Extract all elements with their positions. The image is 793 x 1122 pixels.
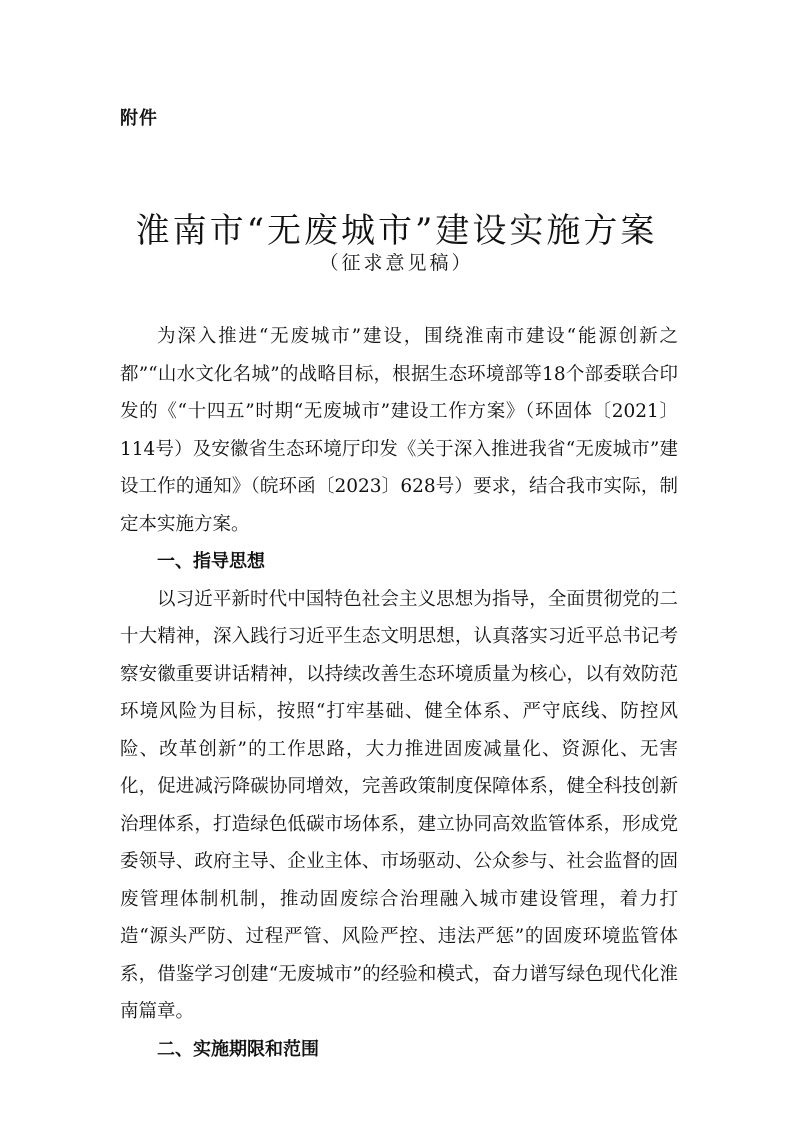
attachment-label: 附件 bbox=[120, 108, 158, 129]
guiding-ideology-paragraph: 以习近平新时代中国特色社会主义思想为指导，全面贯彻党的二十大精神，深入践行习近平生态文明思想，认真落实习近平总书记考察安徽重要讲话精神，以持续改善生态环境质量为核心，以有效防范环境风险为目标，按照“打牢基础、健全体系、严守底线、防控风险、改革创新”的工作思路，大力推进固废减量化、资源化、无害化，促进减污降碳协同增效，完善政策制度保障体系，健全科技创新治理体系，打造绿色低碳市场体系，建立协同高效监管体系，形成党委领导、政府主导、企业主体、市场驱动、公众参与、社会监督的固废管理体制机制，推动固废综合治理融入城市建设管理，着力打造“源头严防、过程严管、风险严控、违法严惩”的固废环境监管体系，借鉴学习创建“无废城市”的经验和模式，奋力谱写绿色现代化淮南篇章。 bbox=[120, 588, 678, 1022]
section-heading-guiding-ideology: 一、指导思想 bbox=[157, 551, 265, 572]
intro-paragraph: 为深入推进“无废城市”建设，围绕淮南市建设“能源创新之都”“山水文化名城”的战略目标，根据生态环境部等18个部委联合印发的《“十四五”时期“无废城市”建设工作方案》（环固体〔2021〕114号）及安徽省生态环境厅印发《关于深入推进我省“无废城市”建设工作的通知》（皖环函〔2023〕628号）要求，结合我市实际，制定本实施方案。 bbox=[120, 326, 678, 535]
document-subtitle: （征求意见稿） bbox=[319, 252, 474, 274]
document-body bbox=[120, 318, 678, 1068]
document-title: 淮南市“无废城市”建设实施方案 bbox=[135, 210, 658, 251]
section-heading-period-and-scope: 二、实施期限和范围 bbox=[157, 1038, 319, 1060]
